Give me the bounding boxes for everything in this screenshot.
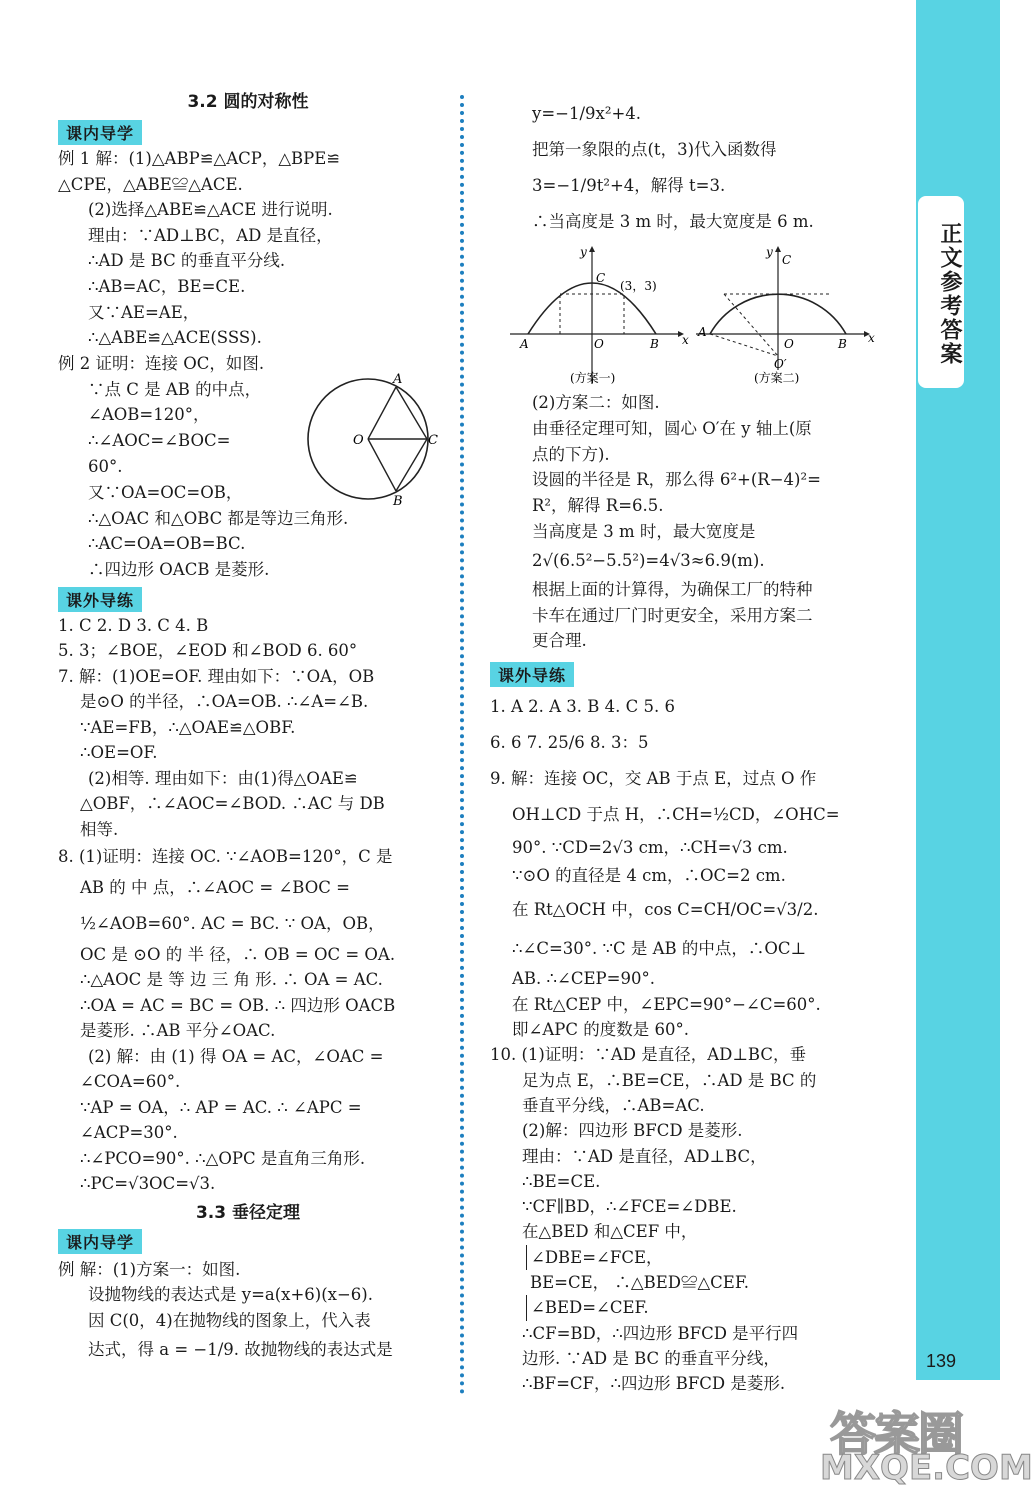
example-2 — [58, 351, 438, 583]
text-line: △OBF，∴∠AOC=∠BOD. ∴AC 与 DB — [80, 794, 385, 814]
text-line: OC 是 ⊙O 的 半 径，∴ OB = OC = OA. — [80, 944, 396, 964]
text-line: 在△BED 和△CEF 中， — [522, 1222, 698, 1242]
text-line: 更合理. — [532, 631, 587, 651]
right-top-block — [490, 96, 870, 240]
text-line: ∴△AOC 是 等 边 三 角 形. ∴ OA = AC. — [80, 970, 383, 990]
fig2-c: C — [782, 253, 792, 267]
example-3 — [58, 1257, 438, 1368]
text-line: ∠AOB=120°， — [88, 405, 210, 425]
text-line: 是⊙O 的半径，∴OA=OB. ∴∠A=∠B. — [80, 692, 369, 712]
side-tab — [918, 196, 964, 388]
text-line: 在 Rt△OCH 中，cos C=CH/OC=√3/2. — [512, 900, 819, 920]
section-title-3-2: 3.2 圆的对称性 — [187, 92, 309, 112]
text-line: 根据上面的计算得，为确保工厂的特种 — [532, 579, 813, 599]
scheme-2-text — [490, 390, 870, 654]
text-line: ∵⊙O 的直径是 4 cm，∴OC=2 cm. — [512, 866, 786, 886]
text-line: 又∵OA=OC=OB， — [88, 482, 243, 502]
text-line: ∴BF=CF，∴四边形 BFCD 是菱形. — [522, 1374, 786, 1394]
text-line: 1. C 2. D 3. C 4. B — [58, 615, 209, 635]
right-column — [490, 96, 875, 1397]
label-c: C — [428, 432, 438, 448]
text-line: ∴CF=BD，∴四边形 BFCD 是平行四 — [522, 1323, 799, 1343]
fig1-b: B — [650, 337, 659, 351]
text-line: ∴四边形 OACB 是菱形. — [88, 560, 270, 580]
label-a: A — [393, 371, 403, 387]
page-number: 139 — [926, 1351, 957, 1371]
text-line: ½∠AOB=60°. AC = BC. ∵ OA，OB， — [80, 913, 385, 933]
text-line: 点的下方). — [532, 444, 610, 464]
text-line: 7. 解：(1)OE=OF. 理由如下：∵OA，OB — [58, 666, 375, 686]
text-line: 垂直平分线，∴AB=AC. — [522, 1095, 705, 1115]
figures-row — [490, 244, 875, 385]
figure-scheme-1 — [510, 244, 690, 384]
text-line: ∠DBE=∠FCE， — [526, 1245, 870, 1270]
text-line: ∴△ABE≌△ACE(SSS). — [88, 328, 262, 348]
fig2-a: A — [698, 325, 707, 339]
text-line: ∠COA=60°. — [80, 1072, 181, 1092]
text-line: 2√(6.5²−5.5²)=4√3≈6.9(m). — [532, 550, 765, 570]
text-line: y=−1/9x²+4. — [532, 104, 642, 123]
text-line: 是菱形. ∴AB 平分∠OAC. — [80, 1021, 276, 1041]
fig1-caption: (方案一) — [570, 371, 616, 385]
circle-figure — [298, 369, 438, 509]
column-divider — [460, 95, 464, 1395]
text-line: ∴当高度是 3 m 时，最大宽度是 6 m. — [532, 212, 814, 231]
text-line: OH⊥CD 于点 H，∴CH=½CD，∠OHC= — [512, 805, 840, 825]
text-line: 足为点 E，∴BE=CE，∴AD 是 BC 的 — [522, 1070, 817, 1090]
fig1-c: C — [596, 271, 606, 285]
fig2-caption: (方案二) — [754, 371, 800, 385]
text-line: ∵CF∥BD，∴∠FCE=∠DBE. — [522, 1197, 737, 1217]
text-line: ∠ACP=30°. — [80, 1123, 178, 1143]
text-line: ∵AP = OA，∴ AP = AC. ∴ ∠APC = — [80, 1097, 362, 1117]
fig2-oprime: O′ — [774, 357, 787, 371]
text-line: ∵AE=FB，∴△OAE≌△OBF. — [80, 717, 296, 737]
text-line: 在 Rt△CEP 中，∠EPC=90°−∠C=60°. — [512, 994, 821, 1014]
text-line: BE=CE， ∴△BED≌△CEF. — [530, 1273, 749, 1293]
text-line: 达式，得 a = −1/9. 故抛物线的表达式是 — [88, 1340, 393, 1360]
text-line: ∴AC=OA=OB=BC. — [88, 534, 246, 554]
text-line: 又∵AE=AE， — [88, 302, 200, 322]
text-line: R²，解得 R=6.5. — [532, 496, 664, 516]
tag-kewai-2: 课外导练 — [490, 662, 574, 687]
text-line: △CPE，△ABE≌△ACE. — [58, 174, 243, 194]
text-line: 60°. — [88, 456, 123, 476]
text-line: 理由：∵AD 是直径，AD⊥BC， — [522, 1146, 767, 1166]
text-line: (2)解：四边形 BFCD 是菱形. — [522, 1121, 743, 1141]
text-line: ∴OA = AC = BC = OB. ∴ 四边形 OACB — [80, 995, 396, 1015]
exercises-right — [490, 689, 870, 1396]
text-line: AB. ∴∠CEP=90°. — [512, 969, 655, 989]
text-line: 5. 3；∠BOE，∠EOD 和∠BOD 6. 60° — [58, 641, 358, 661]
text-line: AB 的 中 点，∴∠AOC = ∠BOC = — [80, 877, 350, 897]
section-title-3-3: 3.3 垂径定理 — [195, 1202, 301, 1223]
text-line: 当高度是 3 m 时，最大宽度是 — [532, 521, 756, 541]
text-line: 8. (1)证明：连接 OC. ∵∠AOB=120°，C 是 — [58, 847, 393, 867]
text-line: 例 解：(1)方案一：如图. — [58, 1259, 241, 1279]
text-line: ∴AB=AC，BE=CE. — [88, 276, 246, 296]
fig1-a: A — [520, 337, 529, 351]
text-line: (2)方案二：如图. — [532, 393, 660, 412]
text-line: 3=−1/9t²+4，解得 t=3. — [532, 176, 726, 195]
text-line: (2) 解：由 (1) 得 OA = AC，∠OAC = — [88, 1046, 384, 1066]
example-1 — [58, 146, 438, 351]
text-line: 1. A 2. A 3. B 4. C 5. 6 — [490, 697, 675, 717]
text-line: ∠BED=∠CEF. — [526, 1295, 870, 1320]
text-line: ∴AD 是 BC 的垂直平分线. — [88, 251, 286, 271]
text-line: 90°. ∵CD=2√3 cm，∴CH=√3 cm. — [512, 838, 788, 858]
watermark-bottom: MXQE.COM — [820, 1448, 1033, 1488]
text-line: 设圆的半径是 R，那么得 6²+(R−4)²= — [532, 470, 821, 490]
text-line: 卡车在通过厂门时更安全，采用方案二 — [532, 605, 813, 625]
text-line: (2)选择△ABE≌△ACE 进行说明. — [88, 200, 333, 220]
text-line: 例 1 解：(1)△ABP≌△ACP，△BPE≌ — [58, 149, 341, 168]
watermark-logo — [810, 1398, 1033, 1488]
text-line: ∵点 C 是 AB 的中点， — [88, 379, 262, 399]
fig2-o: O — [784, 337, 794, 351]
text-line: 9. 解：连接 OC，交 AB 于点 E，过点 O 作 — [490, 769, 817, 789]
exercises-left — [58, 613, 438, 1197]
fig2-x: x — [868, 331, 875, 345]
text-line: 10. (1)证明：∵AD 是直径，AD⊥BC，垂 — [490, 1045, 806, 1065]
text-line: ∴∠C=30°. ∵C 是 AB 的中点，∴OC⊥ — [512, 939, 807, 959]
tag-ketnei-2: 课内导学 — [58, 1229, 142, 1254]
text-line: 理由：∵AD⊥BC，AD 是直径， — [88, 225, 333, 245]
label-o: O — [353, 432, 364, 448]
fig1-x: x — [682, 333, 689, 347]
text-line: 相等. — [80, 819, 119, 839]
label-b: B — [393, 493, 403, 509]
figure-scheme-2 — [696, 244, 876, 384]
fig1-y: y — [580, 245, 587, 259]
fig2-y: y — [766, 245, 773, 259]
text-line: 即∠APC 的度数是 60°. — [512, 1020, 689, 1040]
tag-kewai-1: 课外导练 — [58, 587, 142, 612]
text-line: ∴PC=√3OC=√3. — [80, 1174, 216, 1194]
text-line: 6. 6 7. 25/6 8. 3：5 — [490, 733, 649, 753]
text-line: (2)相等. 理由如下：由(1)得△OAE≌ — [88, 768, 358, 788]
fig1-o: O — [594, 337, 604, 351]
watermark-top: 答案圈 — [830, 1407, 962, 1461]
tag-ketnei-1: 课内导学 — [58, 120, 142, 145]
text-line: ∴∠AOC=∠BOC= — [88, 431, 231, 451]
text-line: 把第一象限的点(t，3)代入函数得 — [532, 140, 777, 159]
text-line: 边形. ∵AD 是 BC 的垂直平分线， — [522, 1348, 780, 1368]
text-line: ∴△OAC 和△OBC 都是等边三角形. — [88, 508, 349, 528]
text-line: 因 C(0，4)在抛物线的图象上，代入表 — [88, 1310, 371, 1330]
text-line: 例 2 证明：连接 OC，如图. — [58, 353, 265, 373]
side-tab-label: 正文参考答案 — [937, 222, 962, 366]
fig1-point: (3，3) — [620, 279, 657, 293]
left-column — [58, 88, 438, 1367]
text-line: ∴BE=CE. — [522, 1171, 601, 1191]
text-line: ∴∠PCO=90°. ∴△OPC 是直角三角形. — [80, 1148, 366, 1168]
fig2-b: B — [838, 337, 847, 351]
text-line: 设抛物线的表达式是 y=a(x+6)(x−6). — [88, 1285, 373, 1305]
text-line: ∴OE=OF. — [80, 743, 158, 763]
text-line: 由垂径定理可知，圆心 O′在 y 轴上(原 — [532, 418, 812, 438]
